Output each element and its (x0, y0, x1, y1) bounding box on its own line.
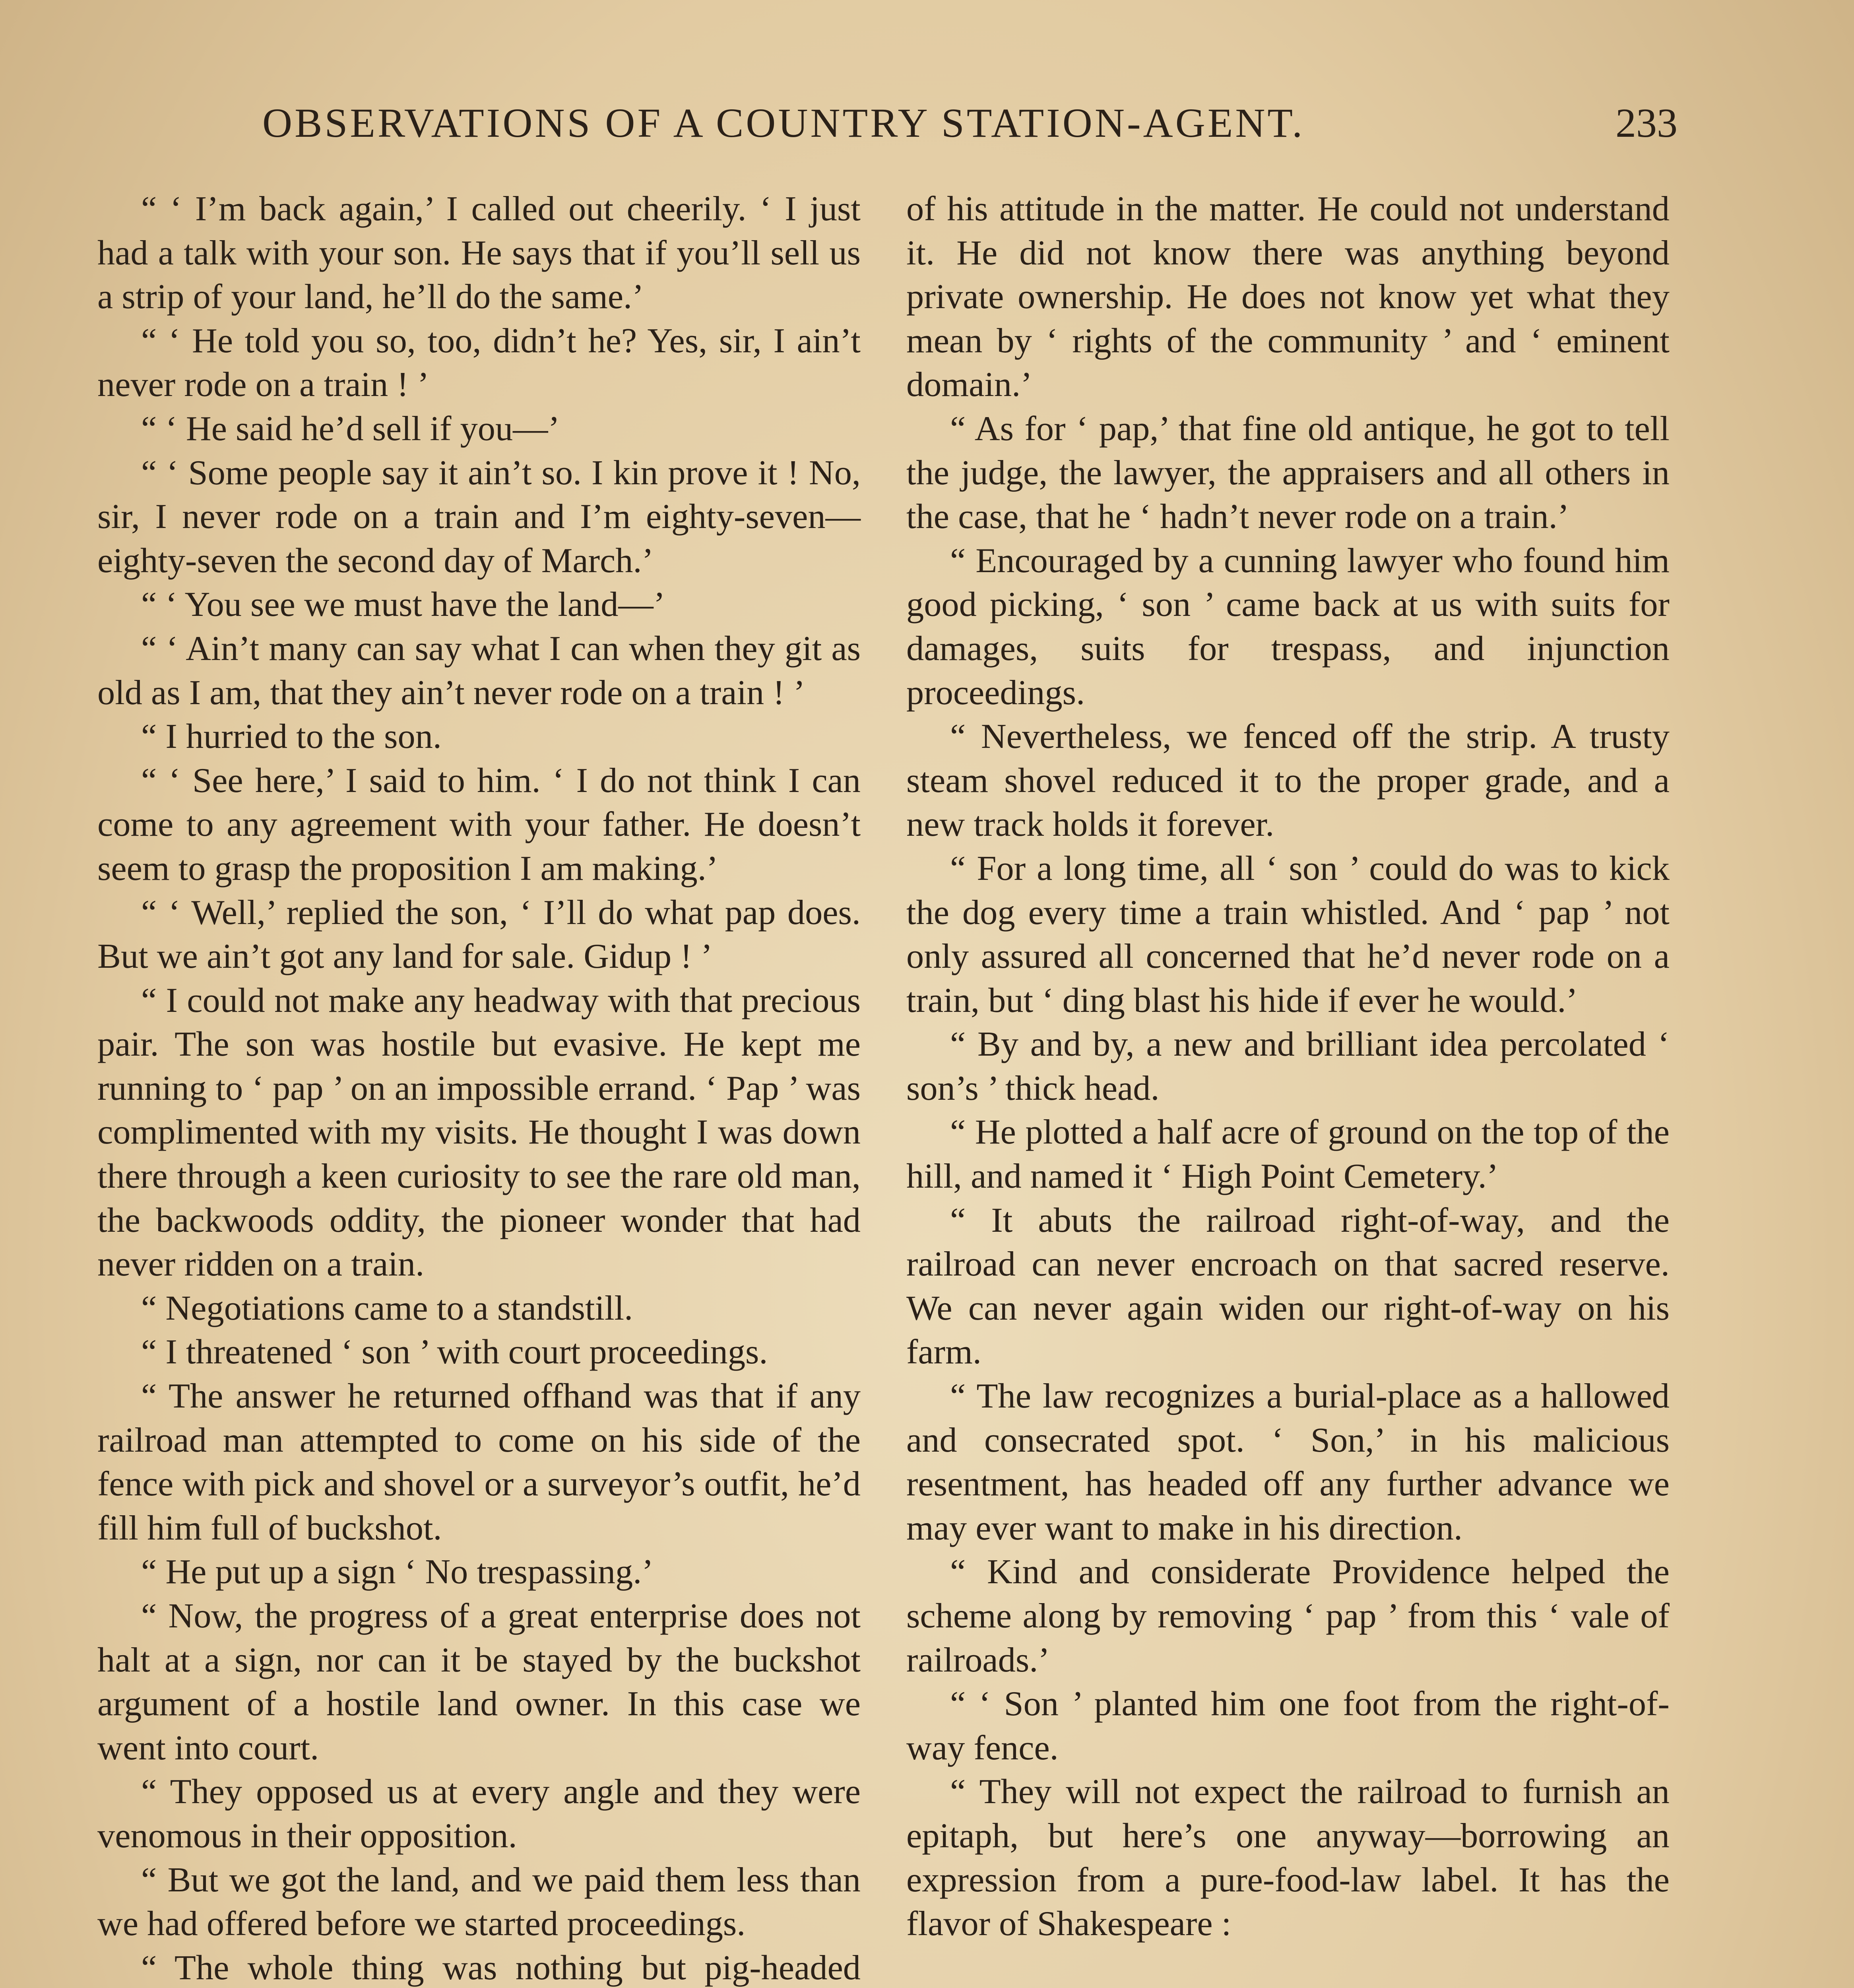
paragraph: “ I could not make any headway with that precious pair. The son was hostile but evasive. He kept me running to ‘ pap ’ on an impossible errand. ‘ Pap ’ was complimented with my visits. He thought I was down there through a keen curiosity to see the rare old man, the backwoods oddity, the pioneer wonder that had never ridden on a train. (97, 980, 861, 1284)
paragraph: “ ‘ Well,’ replied the son, ‘ I’ll do what pap does. But we ain’t got any land for sale. Gidup ! ’ (97, 893, 861, 976)
paragraph: “ It abuts the railroad right-of-way, and the railroad can never encroach on that sacred reserve. We can never again widen our right-of-way on his farm. (906, 1200, 1670, 1372)
paragraph: “ ‘ Some people say it ain’t so. I kin prove it ! No, sir, I never rode on a train and I’m eighty-seven—eighty-seven the second day of March.’ (97, 453, 861, 580)
paragraph: “ Encouraged by a cunning lawyer who found him good picking, ‘ son ’ came back at us with suits for damages, suits for trespass, and injunction proceedings. (906, 541, 1670, 712)
paragraph: “ Now, the progress of a great enterprise does not halt at a sign, nor can it be stayed by the buckshot argument of a hostile land owner. In this case we went into court. (97, 1596, 861, 1767)
paragraph: “ I hurried to the son. (141, 717, 442, 756)
paragraph: “ ‘ I’m back again,’ I called out cheerily. ‘ I just had a talk with your son. He says that if you’ll sell us a strip of your land, he’ll do the same.’ (97, 189, 861, 316)
right-column (906, 187, 1670, 1988)
paragraph: “ The whole thing was nothing but pig-headed (141, 1948, 861, 1987)
paragraph: “ The law recognizes a burial-place as a hallowed and consecrated spot. ‘ Son,’ in his malicious resentment, has headed off any further advance we may ever want to make in his direction. (906, 1376, 1670, 1547)
paragraph: “ ‘ You see we must have the land—’ (141, 585, 665, 624)
paragraph: “ Nevertheless, we fenced off the strip. A trusty steam shovel reduced it to the proper grade, and a new track holds it forever. (906, 717, 1670, 844)
paragraph: “ The answer he returned offhand was that if any railroad man attempted to come on his side of the fence with pick and shovel or a surveyor’s outfit, he’d fill him full of buckshot. (97, 1376, 861, 1547)
paragraph: “ Kind and considerate Providence helped the scheme along by removing ‘ pap ’ from this ‘ vale of railroads.’ (906, 1552, 1670, 1679)
paragraph: “ ‘ He said he’d sell if you—’ (141, 409, 560, 448)
paragraph: “ He plotted a half acre of ground on the top of the hill, and named it ‘ High Point Cemetery.’ (906, 1112, 1670, 1196)
paragraph: “ By and by, a new and brilliant idea percolated ‘ son’s ’ thick head. (906, 1025, 1670, 1108)
page-header (262, 95, 1678, 151)
paragraph: “ Negotiations came to a standstill. (141, 1288, 633, 1328)
paragraph: “ But we got the land, and we paid them less than we had offered before we started proceedings. (97, 1860, 861, 1943)
paragraph: “ They opposed us at every angle and they were venomous in their opposition. (97, 1772, 861, 1855)
paragraph: “ ‘ Ain’t many can say what I can when they git as old as I am, that they ain’t never rode on a train ! ’ (97, 629, 861, 712)
paragraph: “ For a long time, all ‘ son ’ could do was to kick the dog every time a train whistled. And ‘ pap ’ not only assured all concerned that he’d never rode on a train, but ‘ ding blast his hide if ever he would.’ (906, 848, 1670, 1020)
paragraph: “ I threatened ‘ son ’ with court proceedings. (141, 1332, 768, 1372)
left-column (97, 187, 861, 1988)
paragraph: “ ‘ Son ’ planted him one foot from the right-of-way fence. (906, 1684, 1670, 1767)
paragraph: “ They will not expect the railroad to furnish an epitaph, but here’s one anyway—borrowing an expression from a pure-food-law label. It has the flavor of Shakespeare : (906, 1772, 1670, 1943)
page-number: 233 (1615, 100, 1678, 146)
paragraph: “ As for ‘ pap,’ that fine old antique, he got to tell the judge, the lawyer, the appraisers and all others in the case, that he ‘ hadn’t never rode on a train.’ (906, 409, 1670, 536)
paragraph: “ ‘ He told you so, too, didn’t he? Yes, sir, I ain’t never rode on a train ! ’ (97, 321, 861, 404)
paragraph: “ ‘ See here,’ I said to him. ‘ I do not think I can come to any agreement with your father. He doesn’t seem to grasp the proposition I am making.’ (97, 761, 861, 888)
running-head: OBSERVATIONS OF A COUNTRY STATION-AGENT. (262, 100, 1305, 146)
paragraph-continued: of his attitude in the matter. He could not understand it. He did not know there was anything beyond private ownership. He does not know yet what they mean by ‘ rights of the community ’ and ‘ eminent domain.’ (906, 189, 1670, 404)
paragraph: “ He put up a sign ‘ No trespassing.’ (141, 1552, 654, 1592)
